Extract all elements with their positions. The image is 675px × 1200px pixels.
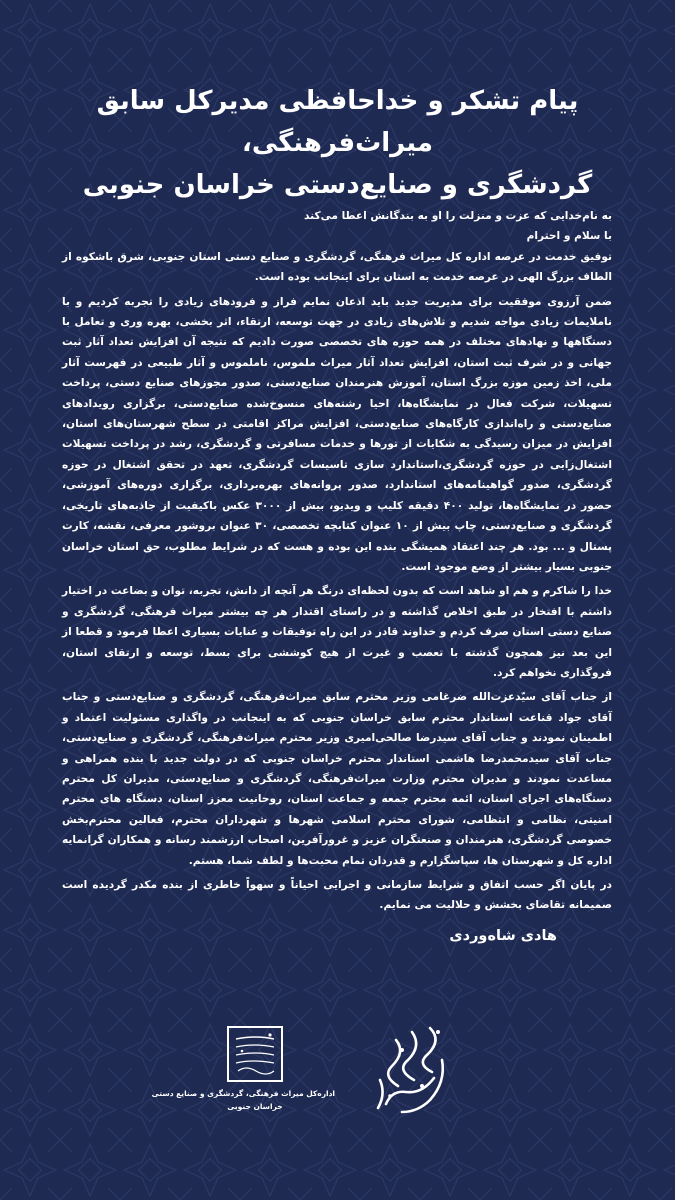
- letter-paragraph-3: خدا را شاکرم و هم او شاهد است که بدون لحظه‌ای درنگ هر آنچه از دانش، تجربه، توان و بضاعت در اختیار داشتم با افتخار در طبق اخلاص گذاشته و در راستای اقتدار هر چه بیشتر میراث فرهنگی، گردشگری و صنایع دستی استان صرف کردم و خداوند قادر در این راه توفیقات و عنایات بسیاری اعطا فرمود و قطعا از این بعد نیز همچون گذشته با تعصب و غیرت از هیچ کوششی برای بسط، توسعه و ارتقای استان، فروگذاری نخواهم کرد.: [62, 585, 612, 679]
- page-title: [20, 80, 655, 206]
- organization-logo: [151, 1025, 335, 1113]
- letter-paragraph-1: توفیق خدمت در عرصه اداره کل میراث فرهنگی، گردشگری و صنایع دستی استان جنوبی، شرق باشکوه از الطاف بزرگ الهی در عرصه خدمت به استان برای اینجانب بوده است.: [62, 250, 612, 284]
- organization-name-line-2: خراسان جنوبی: [227, 1102, 283, 1111]
- letter-greeting: با سلام و احترام: [526, 230, 612, 243]
- letter-body: [62, 206, 612, 920]
- title-line-2: گردشگری و صنایع‌دستی خراسان جنوبی: [82, 170, 593, 200]
- letter-paragraph-2: ضمن آرزوی موفقیت برای مدیریت جدید باید اذعان نمایم فراز و فرودهای زیادی را تجربه کردیم و با ناملایمات زیادی مواجه شدیم و تلاش‌های زیادی در جهت توسعه، ارتقاء، اثر بخشی، بهره وری و تعامل با دستگاهها و نهادهای مختلف در همه حوزه های تخصصی صورت دادیم که نتیجه آن افزایش تعداد آثار ثبت جهانی و در شرف ثبت استان، افزایش تعداد آثار میراث ملموس، ناملموس و آثار طبیعی در فهرست آثار ملی، اخذ زمین موزه بزرگ استان، آموزش هنرمندان صنایع‌دستی، صدور مجوزهای صنایع دستی، پرداخت تسهیلات، شرکت فعال در نمایشگاه‌ها، احیا رشته‌های منسوخ‌شده صنایع‌دستی، برگزاری رویدادهای صنایع‌دستی و راه‌اندازی کارگاه‌های صنایع‌دستی، افزایش مراکز اقامتی در سطح شهرستان‌های استان، افزایش در میزان رسیدگی به شکایات از تورها و خدمات مسافرتی و گردشگری، رشد در پرداخت تسهیلات اشتغال‌زایی در حوزه گردشگری،استاندارد سازی تاسیسات گردشگری، تعهد در تحقق اشتغال در حوزه گردشگری، صدور گواهینامه‌های استاندارد، صدور پروانه‌های بهره‌برداری، برگزاری دوره‌های آموزشی، حضور در نمایشگاه‌ها، تولید ۴۰۰ دقیقه کلیپ و ویدیو، بیش از ۳۰۰۰ عکس باکیفیت از جاذبه‌های تاریخی، گردشگری و صنایع‌دستی، چاپ بیش از ۱۰ عنوان کتابچه تخصصی، ۳۰ عنوان بروشور معرفی، نقشه، کارت پستال و ... بود. هر چند اعتقاد همیشگی بنده این بوده و هست که در شرایط مطلوب، حق استان خراسان جنوبی بسیار بیشتر از وضع موجود است.: [62, 295, 612, 573]
- ministry-emblem-icon: [226, 1025, 284, 1083]
- organization-caption: [151, 1087, 335, 1113]
- calligraphy-logo-icon: [372, 1020, 452, 1118]
- letter-paragraph-4: از جناب آقای سیّدعزت‌الله ضرغامی وزیر محترم سابق میراث‌فرهنگی، گردشگری و صنایع‌دستی و جناب آقای جواد قناعت استاندار محترم سابق خراسان جنوبی که به اینجانب در واگذاری مسئولیت اعتماد و اطمینان نمودند و جناب آقای سیدرضا صالحی‌امیری وزیر محترم میراث‌فرهنگی، گردشگری و صنایع‌دستی، جناب آقای سیدمحمدرضا هاشمی استاندار محترم خراسان جنوبی که در دولت جدید با بنده همراهی و مساعدت نمودند و مدیران محترم وزارت میراث‌فرهنگی، گردشگری و صنایع‌دستی، مدیران کل محترم دستگاه‌های اجرای استان، ائمه محترم جمعه و جماعت استان، روحانیت معزز استان، دستگاه های محترم امنیتی، نظامی و انتظامی، شورای محترم اسلامی شهرها و شهرداران محترم، فعالین محترم‌بخش خصوصی گردشگری، هنرمندان و صنعتگران عزیز و غرورآفرین، اصحاب ارزشمند رسانه و همکاران گرانمایه اداره کل و شهرستان ها، سپاسگزارم و قدردان تمام محبت‌ها و لطف شما، هستم.: [62, 691, 612, 867]
- letter-opening: به نام‌خدایی که عزت و منزلت را او به بندگانش اعطا می‌کند: [304, 210, 612, 222]
- organization-name-line-1: اداره‌کل میراث فرهنگی، گردشگری و صنایع دستی: [151, 1089, 335, 1098]
- title-line-1: پیام تشکر و خداحافظی مدیرکل سابق میراث‌فرهنگی،: [96, 86, 579, 158]
- letter-paragraph-5: در پایان اگر حسب اتفاق و شرایط سازمانی و اجرایی احیاناً و سهواً خاطری از بنده مکدر گردیده است صمیمانه تقاضای بخشش و حلالیت می نمایم.: [62, 879, 612, 912]
- signature: هادی شاه‌وردی: [449, 928, 557, 944]
